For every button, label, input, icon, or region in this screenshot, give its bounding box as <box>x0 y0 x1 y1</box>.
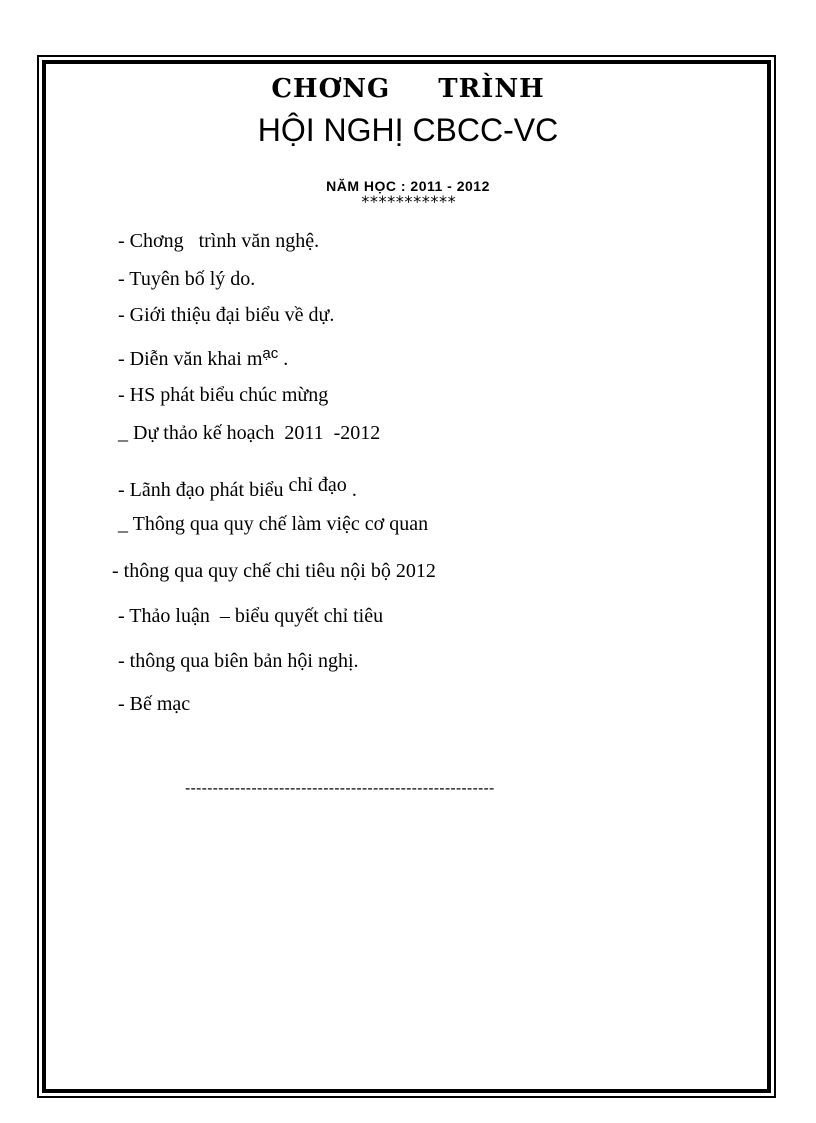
agenda-item: - Chơng trình văn nghệ. <box>118 230 320 252</box>
agenda-item: _ Thông qua quy chế làm việc cơ quan <box>118 513 429 535</box>
agenda-item-text: - Lãnh đạo phát biểu <box>118 479 289 501</box>
agenda-item <box>118 345 288 371</box>
stars-divider: *********** <box>360 192 456 211</box>
school-year: NĂM HỌC : 2011 - 2012 <box>326 178 490 194</box>
agenda-item: - Bế mạc <box>118 693 191 715</box>
agenda-item-text: - Diễn văn khai m <box>118 348 263 370</box>
agenda-item-superscript: ạc <box>262 345 279 362</box>
title-word-1: CHƠNG <box>271 74 391 104</box>
document-title <box>0 74 816 104</box>
title-word-2: TRÌNH <box>438 74 545 104</box>
agenda-item: - thông qua quy chế chi tiêu nội bộ 2012 <box>112 560 436 582</box>
agenda-item-end: . <box>278 348 289 370</box>
agenda-item-superscript: chỉ đạo <box>288 474 347 496</box>
agenda-item: - Giới thiệu đại biểu về dự. <box>118 304 335 326</box>
agenda-item: - Tuyên bố lý do. <box>118 268 256 290</box>
agenda-item-end: . <box>346 479 357 501</box>
agenda-item: - Thảo luận – biểu quyết chỉ tiêu <box>118 605 384 627</box>
agenda-item: - thông qua biên bản hội nghị. <box>118 650 359 672</box>
document-subtitle: HỘI NGHỊ CBCC-VC <box>257 112 559 148</box>
footer-dashed-rule: -------------------------------------------------------- <box>185 780 495 797</box>
agenda-item: _ Dự thảo kế hoạch 2011 -2012 <box>118 422 381 444</box>
agenda-item <box>118 474 357 502</box>
agenda-item: - HS phát biểu chúc mừng <box>118 384 329 406</box>
